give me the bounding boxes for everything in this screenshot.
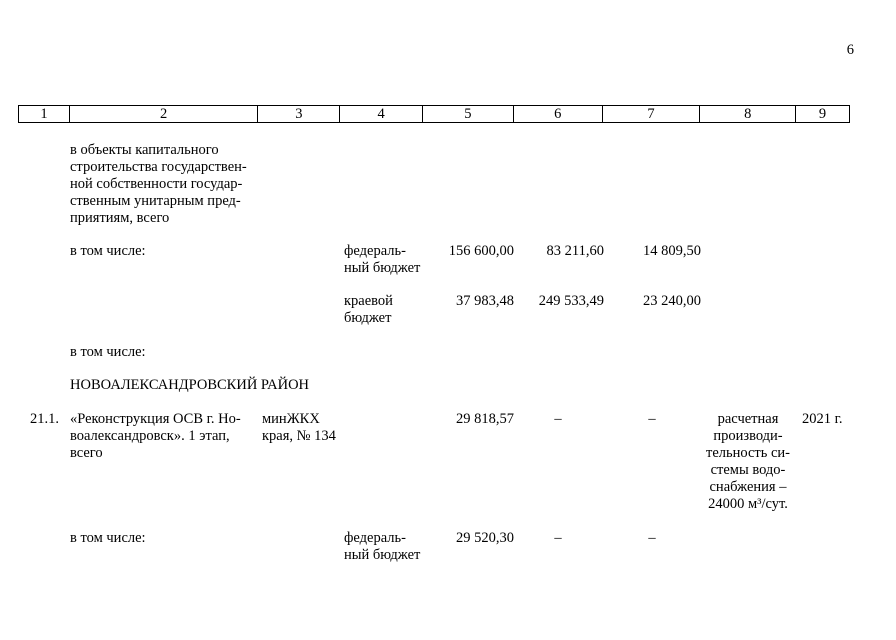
federal-col5-value: 156 600,00 <box>448 243 514 259</box>
item-federal-col6-value: – <box>554 530 562 546</box>
item-number: 21.1. <box>30 411 59 427</box>
item-name-line: «Реконструкция ОСВ г. Но- <box>70 411 241 427</box>
item-name-line: воалександровск». 1 этап, <box>70 428 230 444</box>
item-name-line: всего <box>70 445 103 461</box>
description-line: приятиям, всего <box>70 210 170 226</box>
federal-budget-label: федераль- ный бюджет <box>344 243 421 276</box>
description-line: ной собственности государ- <box>70 176 243 192</box>
including-label: в том числе: <box>70 243 146 259</box>
table-header-row <box>18 105 850 123</box>
header-col-3: 3 <box>258 106 340 122</box>
item-federal-col5-value: 29 520,30 <box>456 530 514 546</box>
item-federal-col7-value: – <box>648 530 656 546</box>
regional-col7-value: 23 240,00 <box>643 293 701 309</box>
regional-col5-value: 37 983,48 <box>456 293 514 309</box>
header-col-7: 7 <box>603 106 701 122</box>
header-col-8: 8 <box>700 106 796 122</box>
page-number: 6 <box>846 42 854 58</box>
including-label: в том числе: <box>70 530 146 546</box>
item-col7-value: – <box>648 411 656 427</box>
capital-construction-description <box>70 142 254 227</box>
description-line: строительства государствен- <box>70 159 247 175</box>
including-label: в том числе: <box>70 344 146 360</box>
item-federal-budget-label: федераль- ный бюджет <box>344 530 421 563</box>
item-capacity: расчетная производи- тельность си- стемы водо- снабжения – 24000 м³/сут. <box>705 411 791 512</box>
header-col-2: 2 <box>70 106 259 122</box>
item-col6-value: – <box>554 411 562 427</box>
regional-col6-value: 249 533,49 <box>538 293 604 309</box>
description-line: в объекты капитального <box>70 142 219 158</box>
header-col-4: 4 <box>340 106 423 122</box>
header-col-9: 9 <box>818 106 827 122</box>
district-title: НОВОАЛЕКСАНДРОВСКИЙ РАЙОН <box>70 377 310 393</box>
regional-budget-label: краевой бюджет <box>344 293 393 326</box>
federal-col6-value: 83 211,60 <box>546 243 604 259</box>
federal-col7-value: 14 809,50 <box>643 243 701 259</box>
header-col-1: 1 <box>19 106 70 122</box>
header-col-5: 5 <box>423 106 514 122</box>
item-year: 2021 г. <box>802 411 843 427</box>
item-name <box>70 411 254 462</box>
item-customer: минЖКХ края, № 134 <box>262 411 336 444</box>
item-col5-value: 29 818,57 <box>456 411 514 427</box>
description-line: ственным унитарным пред- <box>70 193 241 209</box>
header-col-6: 6 <box>514 106 603 122</box>
